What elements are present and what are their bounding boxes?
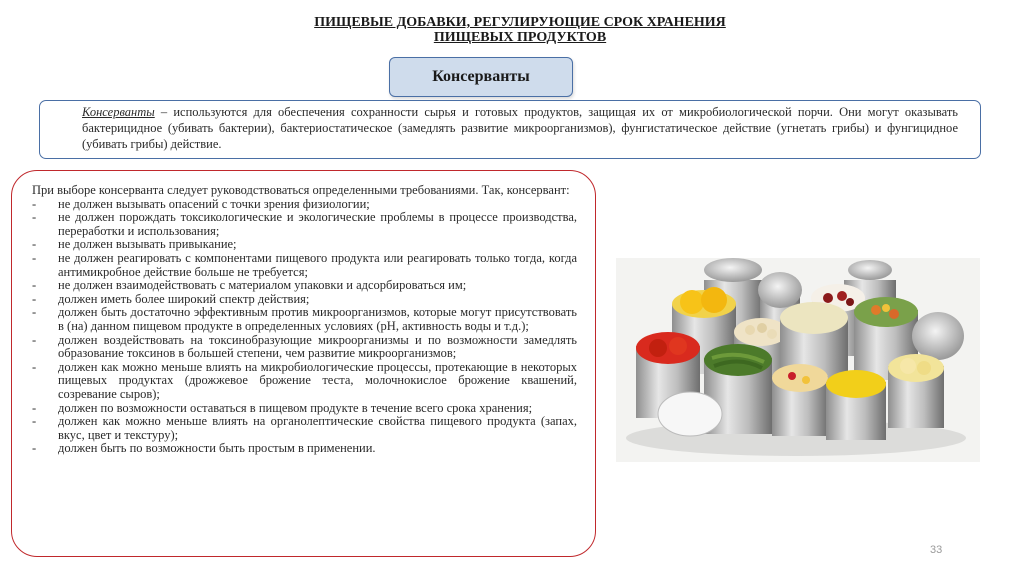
requirement-item xyxy=(32,415,577,442)
slide-title xyxy=(230,15,810,45)
slide-title-line2: ПИЩЕВЫХ ПРОДУКТОВ xyxy=(433,30,607,45)
canned-food-photo xyxy=(616,258,980,462)
requirements-box xyxy=(11,170,596,557)
requirement-dash: - xyxy=(32,441,37,456)
definition-text: – используются для обеспечения сохранности сырья и готовых продуктов, защищая их от микробиологической порчи. Они могут оказывать бактерицидное (убивать бактерии), бактериостатическое (замедлять развитие микроорганизмов), фунгистатическое действие (угнетать грибы) и фунгицидное (убивать грибы) действие. xyxy=(82,105,958,151)
definition-box xyxy=(39,100,981,159)
requirements-intro: При выборе консерванта следует руководствоваться определенными требованиями. Так, консервант: xyxy=(32,183,570,197)
requirement-text: не должен реагировать с компонентами пищевого продукта или реагировать только тогда, когда антимикробное действие больше не требуется; xyxy=(58,250,577,279)
requirement-item xyxy=(32,306,577,333)
requirement-text: должен как можно меньше влиять на органолептические свойства пищевого продукта (запах, вкус, цвет и текстуру); xyxy=(58,414,577,442)
requirement-text: должен как можно меньше влиять на микробиологические процессы, протекающие в некоторых пищевых продуктах (дрожжевое брожение теста, молочнокислое брожение квашений, созревание сыров); xyxy=(58,359,577,401)
requirement-dash: - xyxy=(32,250,37,265)
requirement-item xyxy=(32,293,577,307)
requirement-dash: - xyxy=(32,414,37,429)
definition-term: Консерванты xyxy=(82,105,155,119)
requirement-item xyxy=(32,361,577,402)
requirement-item xyxy=(32,238,577,252)
requirements-list xyxy=(32,198,577,456)
requirement-item xyxy=(32,402,577,416)
requirement-dash: - xyxy=(32,359,37,374)
requirement-text: не должен вызывать опасений с точки зрения физиологии; xyxy=(58,196,370,211)
requirement-item xyxy=(32,279,577,293)
requirement-item xyxy=(32,252,577,279)
requirement-dash: - xyxy=(32,400,37,415)
requirement-text: не должен взаимодействовать с материалом упаковки и адсорбироваться им; xyxy=(58,278,467,293)
requirement-dash: - xyxy=(32,237,37,252)
canned-food-illustration xyxy=(616,258,980,462)
requirement-dash: - xyxy=(32,332,37,347)
requirement-text: не должен порождать токсикологические и экологические проблемы в процессе производства, переработки и использования; xyxy=(58,210,577,238)
requirement-text: должен воздействовать на токсинобразующие микроорганизмы и по возможности замедлять образование токсинов в большей степени, чем развитие микроорганизмов; xyxy=(58,332,577,361)
requirement-text: не должен вызывать привыкание; xyxy=(58,237,237,252)
topic-badge: Консерванты xyxy=(389,57,573,97)
requirement-dash: - xyxy=(32,305,37,320)
requirement-dash: - xyxy=(32,196,37,211)
slide-title-line1: ПИЩЕВЫЕ ДОБАВКИ, РЕГУЛИРУЮЩИЕ СРОК ХРАНЕНИЯ xyxy=(314,15,726,30)
requirement-item xyxy=(32,442,577,456)
requirement-dash: - xyxy=(32,210,37,225)
requirement-item xyxy=(32,198,577,212)
requirement-item xyxy=(32,211,577,238)
requirement-dash: - xyxy=(32,278,37,293)
requirement-text: должен иметь более широкий спектр действия; xyxy=(58,291,310,306)
page-number: 33 xyxy=(930,544,943,556)
requirement-dash: - xyxy=(32,291,37,306)
requirement-text: должен по возможности оставаться в пищевом продукте в течение всего срока хранения; xyxy=(58,400,533,415)
requirement-text: должен быть достаточно эффективным против микроорганизмов, которые могут присутствовать в (на) данном пищевом продукте в определенных условиях (рН, активность воды и т.д.); xyxy=(58,305,577,333)
requirement-text: должен быть по возможности быть простым в применении. xyxy=(58,441,376,456)
requirement-item xyxy=(32,334,577,361)
